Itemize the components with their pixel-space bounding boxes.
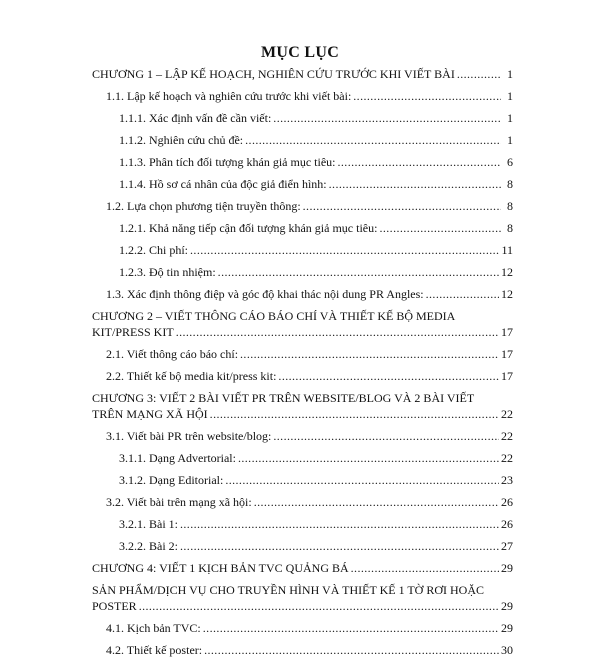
toc-entry-4-1[interactable] <box>92 620 513 636</box>
toc-page-number: 8 <box>507 177 513 191</box>
toc-entry-chapter-1[interactable] <box>92 66 513 82</box>
toc-page-number: 6 <box>507 155 513 169</box>
toc-page-number: 17 <box>501 347 513 361</box>
toc-entry-text-line-1: CHƯƠNG 3: VIẾT 2 BÀI VIẾT PR TRÊN WEBSITE/BLOG VÀ 2 BÀI VIẾT <box>92 391 475 405</box>
toc-entry-text: 1.2.1. Khả năng tiếp cận đối tượng khán giả mục tiêu: <box>119 221 378 235</box>
toc-leader-dots <box>203 620 499 636</box>
toc-entry-text: 2.2. Thiết kế bộ media kit/press kit: <box>106 369 277 383</box>
toc-entry-text: 1.1.2. Nghiên cứu chủ đề: <box>119 133 244 147</box>
table-of-contents <box>92 66 513 658</box>
toc-leader-dots <box>210 406 499 422</box>
toc-page-number: 11 <box>501 243 513 257</box>
toc-page-number: 17 <box>501 369 513 383</box>
toc-entry-3-1[interactable] <box>92 428 513 444</box>
toc-entry-2-1[interactable] <box>92 346 513 362</box>
toc-entry-4-2[interactable] <box>92 642 513 658</box>
toc-entry-text-line-2: KIT/PRESS KIT <box>92 325 174 339</box>
toc-leader-dots <box>139 598 499 614</box>
toc-entry-text: CHƯƠNG 4: VIẾT 1 KỊCH BẢN TVC QUẢNG BÁ <box>92 561 349 575</box>
toc-entry-text: 3.2. Viết bài trên mạng xã hội: <box>106 495 252 509</box>
toc-leader-dots <box>225 472 499 488</box>
toc-entry-text: 1.2.2. Chi phí: <box>119 243 189 257</box>
toc-title: MỤC LỤC <box>260 44 340 61</box>
toc-entry-2-2[interactable] <box>92 368 513 384</box>
toc-entry-text: 3.2.1. Bài 1: <box>119 517 178 531</box>
toc-leader-dots <box>180 538 499 554</box>
toc-entry-chapter-4-continued[interactable] <box>92 582 513 614</box>
toc-page-number: 29 <box>501 561 513 575</box>
toc-page-number: 17 <box>501 325 513 339</box>
toc-page-number: 30 <box>501 643 513 657</box>
toc-leader-dots <box>273 110 501 126</box>
toc-entry-1-1-3[interactable] <box>92 154 513 170</box>
toc-entry-1-3[interactable] <box>92 286 513 302</box>
toc-page-number: 26 <box>501 517 513 531</box>
toc-leader-dots <box>218 264 499 280</box>
toc-leader-dots <box>240 346 499 362</box>
toc-entry-1-1-1[interactable] <box>92 110 513 126</box>
toc-entry-1-1-2[interactable] <box>92 132 513 148</box>
toc-entry-1-2-2[interactable] <box>92 242 513 258</box>
toc-entry-1-1[interactable] <box>92 88 513 104</box>
toc-page-number: 8 <box>507 221 513 235</box>
toc-entry-text: 3.1.2. Dạng Editorial: <box>119 473 224 487</box>
toc-leader-dots <box>351 560 499 576</box>
toc-entry-text: 1.1.3. Phân tích đối tượng khán giả mục tiêu: <box>119 155 336 169</box>
toc-page-number: 22 <box>501 429 513 443</box>
toc-leader-dots <box>426 286 499 302</box>
toc-entry-text: 2.1. Viết thông cáo báo chí: <box>106 347 239 361</box>
toc-entry-3-1-1[interactable] <box>92 450 513 466</box>
toc-entry-1-2-1[interactable] <box>92 220 513 236</box>
toc-entry-text: 3.2.2. Bài 2: <box>119 539 178 553</box>
toc-entry-text: 4.2. Thiết kế poster: <box>106 643 203 657</box>
toc-entry-text: 1.2.3. Độ tin nhiệm: <box>119 265 216 279</box>
toc-entry-3-2[interactable] <box>92 494 513 510</box>
toc-page-number: 22 <box>501 407 513 421</box>
toc-entry-3-1-2[interactable] <box>92 472 513 488</box>
toc-entry-3-2-1[interactable] <box>92 516 513 532</box>
toc-entry-text: 4.1. Kịch bản TVC: <box>106 621 201 635</box>
toc-entry-1-2-3[interactable] <box>92 264 513 280</box>
toc-page-number: 26 <box>501 495 513 509</box>
toc-leader-dots <box>254 494 499 510</box>
toc-page-number: 29 <box>501 599 513 613</box>
toc-entry-1-2[interactable] <box>92 198 513 214</box>
toc-leader-dots <box>329 176 501 192</box>
toc-leader-dots <box>180 516 499 532</box>
toc-leader-dots <box>190 242 499 258</box>
toc-page-number: 22 <box>501 451 513 465</box>
toc-leader-dots <box>303 198 501 214</box>
toc-entry-text-line-2: TRÊN MẠNG XÃ HỘI <box>92 407 208 421</box>
toc-entry-chapter-4[interactable] <box>92 560 513 576</box>
toc-page-number: 1 <box>507 111 513 125</box>
toc-entry-text: 3.1.1. Dạng Advertorial: <box>119 451 236 465</box>
toc-entry-text: CHƯƠNG 1 – LẬP KẾ HOẠCH, NGHIÊN CỨU TRƯỚC KHI VIẾT BÀI <box>92 67 455 81</box>
toc-page-number: 1 <box>507 89 513 103</box>
toc-leader-dots <box>273 428 499 444</box>
toc-leader-dots <box>457 66 501 82</box>
toc-entry-text: 1.1.4. Hồ sơ cá nhân của độc giả điển hình: <box>119 177 327 191</box>
toc-entry-chapter-2[interactable] <box>92 308 513 340</box>
toc-entry-text: 1.3. Xác định thông điệp và góc độ khai thác nội dung PR Angles: <box>106 287 424 301</box>
toc-entry-text: 1.1.1. Xác định vấn đề cần viết: <box>119 111 272 125</box>
toc-entry-text: 1.2. Lựa chọn phương tiện truyền thông: <box>106 199 301 213</box>
toc-page-number: 12 <box>501 265 513 279</box>
toc-entry-text-line-1: CHƯƠNG 2 – VIẾT THÔNG CÁO BÁO CHÍ VÀ THIẾT KẾ BỘ MEDIA <box>92 309 456 323</box>
toc-entry-text-line-2: POSTER <box>92 599 137 613</box>
toc-entry-chapter-3[interactable] <box>92 390 513 422</box>
toc-leader-dots <box>379 220 501 236</box>
toc-page-number: 1 <box>507 67 513 81</box>
toc-leader-dots <box>353 88 501 104</box>
toc-page-number: 12 <box>501 287 513 301</box>
toc-leader-dots <box>278 368 499 384</box>
toc-entry-3-2-2[interactable] <box>92 538 513 554</box>
toc-entry-text-line-1: SẢN PHẨM/DỊCH VỤ CHO TRUYỀN HÌNH VÀ THIẾT KẾ 1 TỜ RƠI HOẶC <box>92 583 485 597</box>
toc-page-number: 27 <box>501 539 513 553</box>
toc-page-number: 8 <box>507 199 513 213</box>
toc-entry-1-1-4[interactable] <box>92 176 513 192</box>
toc-entry-text: 1.1. Lập kế hoạch và nghiên cứu trước khi viết bài: <box>106 89 352 103</box>
toc-entry-text: 3.1. Viết bài PR trên website/blog: <box>106 429 272 443</box>
toc-leader-dots <box>245 132 501 148</box>
toc-page-number: 23 <box>501 473 513 487</box>
toc-page-number: 1 <box>507 133 513 147</box>
toc-leader-dots <box>176 324 499 340</box>
toc-leader-dots <box>338 154 502 170</box>
toc-leader-dots <box>204 642 499 658</box>
toc-page-number: 29 <box>501 621 513 635</box>
toc-leader-dots <box>238 450 499 466</box>
